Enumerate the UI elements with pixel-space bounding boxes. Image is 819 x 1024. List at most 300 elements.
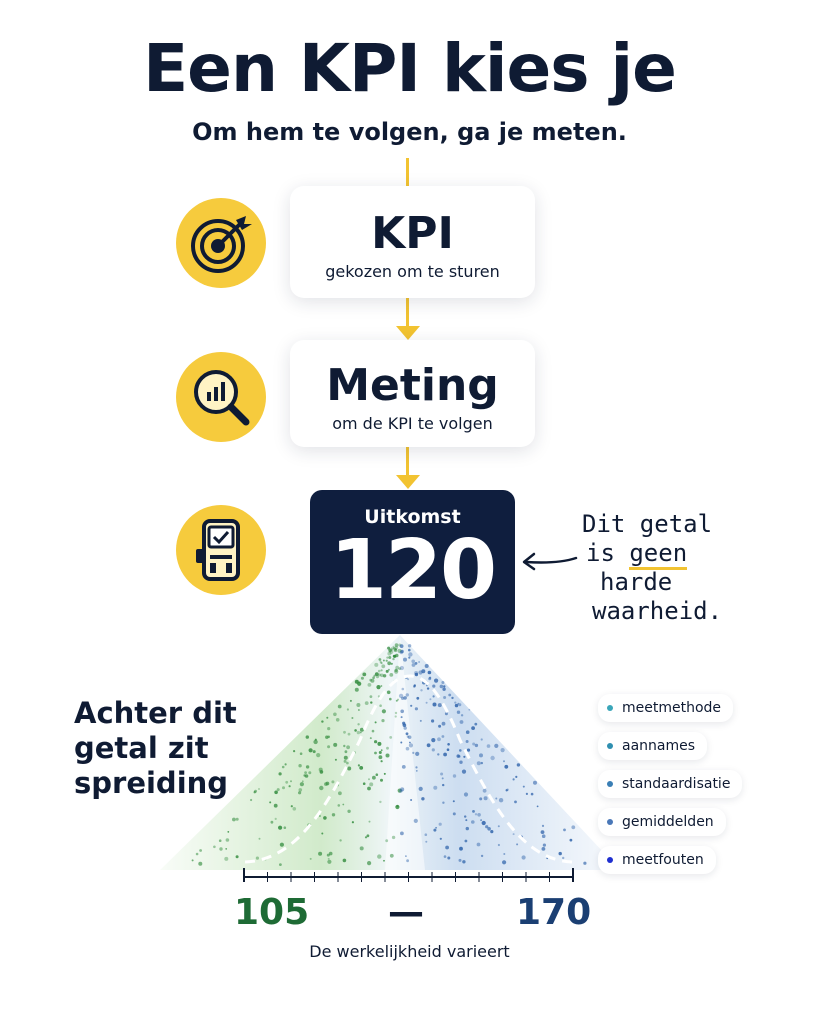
- spread-dot: [327, 727, 330, 730]
- spread-dot: [437, 737, 441, 741]
- spread-dot: [338, 705, 342, 709]
- spread-dot: [344, 760, 347, 763]
- spread-dot: [415, 752, 419, 756]
- spread-dot: [343, 731, 346, 734]
- spread-dot: [386, 670, 389, 673]
- spread-dot: [374, 675, 376, 677]
- spread-dot: [571, 825, 575, 829]
- spread-dot: [335, 759, 337, 761]
- spread-dot: [406, 693, 409, 696]
- spread-dot: [415, 662, 418, 665]
- note-line-2-pre: is: [586, 539, 630, 567]
- spread-dot: [490, 756, 494, 760]
- spread-dot: [447, 857, 450, 860]
- spread-dot: [348, 733, 351, 736]
- spread-dot: [327, 745, 330, 748]
- spread-dot: [459, 761, 462, 764]
- spread-dot: [451, 697, 453, 699]
- flow-line-2: [406, 447, 409, 475]
- spread-dot: [438, 725, 441, 728]
- spread-dot: [384, 773, 386, 775]
- spread-dot: [393, 655, 396, 658]
- spread-dot: [213, 846, 216, 849]
- spread-dot: [418, 661, 420, 663]
- factor-chip-standaardisatie: standaardisatie: [598, 770, 742, 798]
- spread-dot: [467, 749, 470, 752]
- target-icon: [176, 198, 266, 288]
- spread-dot: [225, 848, 227, 850]
- spread-caption: [74, 696, 274, 801]
- spread-dot: [309, 748, 313, 752]
- spread-dot: [513, 833, 515, 835]
- spread-dot: [406, 859, 409, 862]
- spread-dot: [369, 821, 371, 823]
- spread-dot: [383, 860, 385, 862]
- spread-dot: [299, 788, 303, 792]
- spread-dot: [323, 816, 327, 820]
- spread-dot: [282, 786, 285, 789]
- factor-dot: [607, 781, 613, 787]
- spread-dot: [408, 652, 412, 656]
- spread-dot: [421, 797, 424, 800]
- spread-dot: [515, 776, 517, 778]
- spread-dot: [583, 862, 586, 865]
- spread-dot: [395, 715, 397, 717]
- spread-dot: [331, 780, 334, 783]
- spread-dot: [400, 832, 404, 836]
- spread-dot: [387, 652, 391, 656]
- spread-dot: [385, 839, 388, 842]
- spread-dot: [442, 777, 444, 779]
- spread-dot: [344, 756, 348, 760]
- spread-dot: [462, 770, 466, 774]
- spread-dot: [523, 786, 525, 788]
- spread-dot: [350, 700, 352, 702]
- spread-dot: [354, 729, 357, 732]
- spread-dot: [326, 717, 328, 719]
- spread-dot: [198, 862, 202, 866]
- spread-dot: [381, 719, 384, 722]
- page-title: Een KPI kies je: [143, 30, 676, 107]
- kpi-card-title: KPI: [371, 208, 454, 259]
- spread-dot: [382, 709, 386, 713]
- factor-chip-meetfouten: meetfouten: [598, 846, 716, 874]
- spread-dot: [481, 762, 483, 764]
- spread-dot: [372, 776, 376, 780]
- spread-dot: [390, 854, 394, 858]
- spread-dot: [347, 767, 351, 771]
- spread-dot: [447, 748, 450, 751]
- spread-dot: [284, 826, 287, 829]
- spread-dot: [465, 819, 467, 821]
- spread-dot: [503, 853, 505, 855]
- spread-dot: [380, 779, 383, 782]
- spread-dot: [376, 685, 380, 689]
- spread-dot: [275, 818, 277, 820]
- spread-dot: [481, 855, 483, 857]
- spread-dot: [380, 661, 382, 663]
- spread-dot: [347, 708, 349, 710]
- spread-dot: [504, 765, 508, 769]
- spread-dot: [226, 838, 230, 842]
- result-label: Uitkomst: [364, 506, 461, 528]
- spread-dot: [387, 661, 391, 665]
- spread-dot: [495, 798, 497, 800]
- spread-dot: [445, 846, 449, 850]
- spread-dot: [274, 804, 278, 808]
- spread-dot: [392, 836, 395, 839]
- spread-dot: [310, 858, 312, 860]
- spread-dot: [363, 782, 366, 785]
- spread-dot: [440, 838, 442, 840]
- spread-dot: [324, 782, 328, 786]
- spread-dot: [409, 742, 411, 744]
- spread-dot: [442, 722, 446, 726]
- spread-dot: [327, 736, 330, 739]
- spread-dot: [357, 723, 359, 725]
- spread-dot: [298, 764, 301, 767]
- spread-caption-line-1: Achter dit: [74, 696, 237, 730]
- spread-dot: [403, 658, 407, 662]
- spread-dot: [490, 830, 493, 833]
- spread-dot: [541, 830, 545, 834]
- spread-dot: [403, 723, 407, 727]
- spread-dot: [465, 840, 468, 843]
- spread-dot: [279, 863, 282, 866]
- spread-dot: [379, 658, 382, 661]
- spread-dot: [443, 685, 445, 687]
- result-box: [310, 490, 515, 634]
- spread-dot: [333, 713, 337, 717]
- spread-dot: [420, 720, 422, 722]
- spread-dot: [453, 812, 456, 815]
- spread-dot: [386, 754, 390, 758]
- spread-dot: [300, 782, 304, 786]
- spread-dot: [389, 698, 392, 701]
- factor-dot: [607, 743, 613, 749]
- spread-dot: [408, 657, 410, 659]
- spread-dot: [332, 813, 335, 816]
- spread-dot: [542, 825, 544, 827]
- spread-dot: [562, 857, 564, 859]
- meting-card-title: Meting: [326, 360, 499, 411]
- spread-dot: [315, 739, 317, 741]
- spread-dot: [374, 752, 377, 755]
- kpi-card-caption: gekozen om te sturen: [325, 262, 500, 281]
- spread-dot: [352, 821, 354, 823]
- spread-dot: [386, 747, 389, 750]
- spread-dot: [402, 765, 406, 769]
- factor-chip-meetmethode: meetmethode: [598, 694, 733, 722]
- spread-dot: [559, 852, 562, 855]
- spread-dot: [236, 855, 239, 858]
- spread-dot: [416, 770, 418, 772]
- spread-dot: [442, 688, 445, 691]
- spread-dot: [502, 860, 506, 864]
- spread-dot: [347, 810, 350, 813]
- factor-dot: [607, 705, 613, 711]
- axis-mid-dash: —: [388, 892, 424, 933]
- spread-dot: [232, 818, 236, 822]
- spread-dot: [381, 760, 383, 762]
- spread-dot: [271, 821, 274, 824]
- spread-dot: [400, 710, 404, 714]
- spread-dot: [290, 780, 292, 782]
- spread-dot: [368, 683, 372, 687]
- spread-dot: [474, 723, 477, 726]
- spread-dot: [425, 664, 429, 668]
- spread-dot: [433, 703, 437, 707]
- spread-dot: [390, 647, 393, 650]
- spread-dot: [320, 770, 324, 774]
- spread-dot: [466, 730, 470, 734]
- spread-dot: [393, 646, 395, 648]
- spread-dot: [415, 707, 418, 710]
- flow-line-top: [406, 158, 409, 186]
- spread-dot: [274, 791, 278, 795]
- spread-dot: [448, 694, 451, 697]
- axis-ticks: [244, 868, 573, 882]
- spread-dot: [442, 784, 444, 786]
- spread-dot: [219, 839, 222, 842]
- spread-dot: [389, 736, 392, 739]
- spread-dot: [389, 673, 393, 677]
- spread-dot: [285, 781, 288, 784]
- spread-dot: [395, 669, 398, 672]
- spread-dot: [392, 658, 394, 660]
- spread-dot: [355, 680, 359, 684]
- note-line-4: waarheid.: [592, 597, 723, 625]
- spread-dot: [359, 766, 363, 770]
- spread-dot: [442, 802, 444, 804]
- spread-dot: [289, 785, 291, 787]
- spread-dot: [462, 860, 465, 863]
- spread-dot: [459, 859, 462, 862]
- spread-dot: [484, 796, 488, 800]
- spread-dot: [327, 860, 331, 864]
- spread-dot: [494, 744, 498, 748]
- spread-dot: [395, 648, 397, 650]
- spread-dot: [410, 799, 412, 801]
- spread-dot: [381, 664, 385, 668]
- axis-caption: De werkelijkheid varieert: [309, 942, 510, 961]
- spread-dot: [377, 854, 381, 858]
- spread-dot: [433, 695, 435, 697]
- spread-dot: [406, 747, 410, 751]
- spread-dot: [359, 681, 361, 683]
- spread-dot: [480, 819, 482, 821]
- spread-dot: [468, 709, 470, 711]
- measuring-device-icon: [176, 505, 266, 595]
- spread-dot: [319, 786, 323, 790]
- spread-dot: [415, 673, 418, 676]
- spread-dot: [479, 797, 482, 800]
- spread-dot: [293, 750, 295, 752]
- spread-dot: [375, 721, 377, 723]
- spread-dot: [531, 793, 534, 796]
- spread-dot: [376, 773, 379, 776]
- spread-dot: [342, 804, 344, 806]
- spread-dot: [516, 843, 518, 845]
- flow-arrow-1: [396, 326, 420, 340]
- spread-dot: [459, 847, 463, 851]
- spread-dot: [306, 735, 309, 738]
- spread-dot: [420, 689, 422, 691]
- spread-dot: [399, 694, 403, 698]
- spread-dot: [400, 742, 402, 744]
- spread-dot: [378, 670, 381, 673]
- spread-dot: [425, 833, 428, 836]
- spread-dot: [503, 760, 505, 762]
- spread-dot: [395, 712, 397, 714]
- spread-dot: [343, 859, 347, 863]
- spread-dot: [395, 643, 399, 647]
- spread-dot: [466, 827, 469, 830]
- spread-dot: [293, 807, 297, 811]
- spread-dot: [367, 861, 371, 865]
- spread-dot: [259, 838, 261, 840]
- spread-dot: [472, 810, 475, 813]
- spread-dot: [338, 791, 342, 795]
- magnifier-chart-icon: [176, 352, 266, 442]
- spread-dot: [447, 743, 450, 746]
- spread-dot: [370, 737, 372, 739]
- spread-dot: [413, 685, 415, 687]
- spread-dot: [414, 819, 418, 823]
- spread-dot: [429, 677, 431, 679]
- spread-dot: [387, 691, 391, 695]
- spread-dot: [368, 778, 370, 780]
- spread-dot: [395, 805, 399, 809]
- spread-dot: [412, 752, 414, 754]
- spread-dot: [407, 736, 409, 738]
- spread-dot: [487, 827, 491, 831]
- spread-dot: [433, 829, 436, 832]
- spread-dot: [338, 804, 341, 807]
- spread-dot: [300, 752, 303, 755]
- flow-arrow-2: [396, 475, 420, 489]
- spread-dot: [356, 703, 360, 707]
- spread-dot: [460, 720, 464, 724]
- factor-dot: [607, 857, 613, 863]
- spread-dot: [498, 844, 500, 846]
- spread-dot: [543, 844, 546, 847]
- spread-dot: [429, 698, 431, 700]
- spread-dot: [374, 740, 377, 743]
- spread-dot: [224, 857, 228, 861]
- meting-card-caption: om de KPI te volgen: [332, 414, 493, 433]
- spread-dot: [269, 801, 271, 803]
- spread-dot: [457, 711, 460, 714]
- spread-dot: [499, 798, 503, 802]
- spread-dot: [426, 702, 428, 704]
- spread-dot: [477, 843, 481, 847]
- spread-dot: [471, 726, 475, 730]
- spread-dot: [475, 813, 477, 815]
- spread-dot: [386, 660, 388, 662]
- spread-dot: [563, 829, 566, 832]
- spread-dot: [458, 755, 461, 758]
- note-line-3: harde: [600, 568, 673, 596]
- factor-list: [598, 694, 742, 884]
- spread-dot: [192, 859, 194, 861]
- spread-dot: [360, 732, 362, 734]
- spread-dot: [421, 669, 425, 673]
- spread-dot: [427, 687, 429, 689]
- spread-dot: [475, 744, 478, 747]
- spread-caption-line-3: spreiding: [74, 766, 229, 800]
- spread-dot: [401, 716, 403, 718]
- spread-dot: [537, 806, 539, 808]
- spread-dot: [219, 847, 222, 850]
- spread-dot: [453, 774, 456, 777]
- spread-dot: [374, 663, 378, 667]
- spread-dot: [409, 743, 413, 747]
- axis-max-value: 170: [516, 892, 592, 933]
- spread-dot: [236, 818, 239, 821]
- spread-dot: [365, 701, 369, 705]
- spread-dot: [316, 753, 320, 757]
- spread-dot: [542, 834, 546, 838]
- spread-dot: [306, 765, 309, 768]
- spread-dot: [408, 644, 411, 647]
- spread-dot: [487, 744, 491, 748]
- spread-dot: [458, 703, 461, 706]
- spread-dot: [377, 742, 381, 746]
- spread-dot: [388, 656, 391, 659]
- spread-dot: [333, 743, 337, 747]
- spread-dot: [285, 763, 287, 765]
- spread-dot: [291, 805, 293, 807]
- spread-dot: [406, 732, 409, 735]
- spread-dot: [501, 748, 505, 752]
- spread-dot: [432, 748, 435, 751]
- spread-dot: [402, 688, 405, 691]
- spread-dot: [444, 855, 447, 858]
- factor-dot: [607, 819, 613, 825]
- spread-dot: [399, 789, 402, 792]
- spread-dot: [438, 703, 442, 707]
- axis-min-value: 105: [234, 892, 310, 933]
- spread-dot: [328, 858, 330, 860]
- spread-dot: [367, 787, 371, 791]
- spread-dot: [358, 709, 360, 711]
- spread-dot: [336, 718, 340, 722]
- meting-card: [290, 340, 535, 447]
- spread-dot: [459, 749, 462, 752]
- spread-dot: [472, 743, 475, 746]
- spread-dot: [441, 681, 444, 684]
- spread-dot: [329, 852, 333, 856]
- spread-dot: [227, 831, 229, 833]
- spread-dot: [464, 815, 466, 817]
- spread-dot: [443, 696, 446, 699]
- spread-dot: [346, 745, 350, 749]
- note-underlined-word: geen: [629, 539, 687, 570]
- spread-dot: [358, 764, 360, 766]
- spread-dot: [514, 801, 517, 804]
- spread-dot: [397, 699, 399, 701]
- note-line-2: [578, 539, 738, 568]
- spread-dot: [433, 786, 437, 790]
- spread-dot: [435, 827, 437, 829]
- spread-dot: [466, 740, 469, 743]
- spread-dot: [506, 789, 508, 791]
- spread-dot: [302, 780, 304, 782]
- spread-dot: [405, 855, 407, 857]
- kpi-card: [290, 186, 535, 298]
- spread-dot: [351, 717, 353, 719]
